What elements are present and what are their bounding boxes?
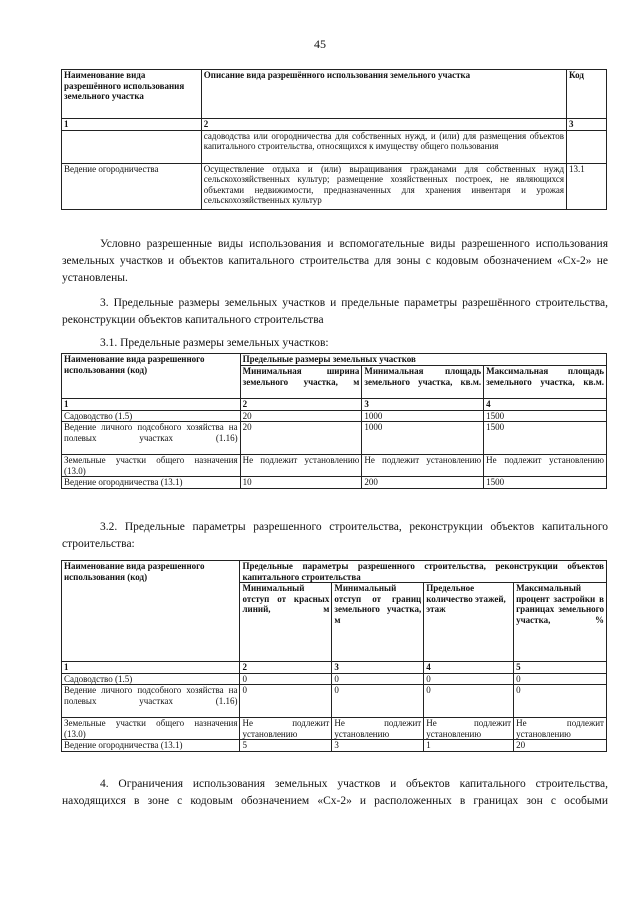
table-row (62, 422, 607, 455)
cell-value: 1500 (484, 477, 607, 489)
cell-value: Не подлежит установлению (240, 455, 362, 477)
header-min-area: Минимальная площадь земельного участка, кв.м. (362, 366, 484, 399)
cell-value: 0 (332, 685, 424, 718)
cell-value: 10 (240, 477, 362, 489)
paragraph-conditional-uses: Условно разрешенные виды использования и вспомогательные виды разрешенного использования земельных участков и объектов капитального строительства для зоны с кодовым обозначением «Сх-2» не установлены. (62, 238, 608, 284)
use-code (567, 130, 607, 163)
col-number: 1 (62, 399, 241, 411)
section-3-heading: 3. Предельные размеры земельных участков и предельные параметры разрешённого строительства, реконструкции объектов капитального строительства (62, 297, 608, 326)
cell-value: 1 (424, 740, 514, 752)
col-number: 3 (362, 399, 484, 411)
cell-value: 1500 (484, 410, 607, 422)
cell-value: 1500 (484, 422, 607, 455)
header-min-setback-boundaries: Минимальный отступ от границ земельного участка, м (332, 583, 424, 662)
cell-value: 20 (240, 422, 362, 455)
use-name (62, 130, 202, 163)
col-number: 2 (240, 662, 332, 674)
use-description: садоводства или огородничества для собственных нужд, и (или) для размещения объектов капитального строительства, относящихся к имуществу общего пользования (201, 130, 566, 163)
cell-value: 1000 (362, 422, 484, 455)
header-plot-sizes: Предельные размеры земельных участков (240, 354, 606, 366)
cell-value: 200 (362, 477, 484, 489)
use-name: Ведение огородничества (62, 163, 202, 209)
header-use-name: Наименование вида разрешенного использования (код) (62, 354, 241, 399)
col-number: 1 (62, 119, 202, 131)
use-name: Земельные участки общего назначения (13.0) (62, 718, 240, 740)
cell-value: 0 (424, 685, 514, 718)
header-use-name: Наименование вида разрешенного использования (код) (62, 561, 240, 662)
col-number: 3 (332, 662, 424, 674)
header-max-area: Максимальная площадь земельного участка, кв.м. (484, 366, 607, 399)
table-row (62, 718, 607, 740)
cell-value: 0 (424, 673, 514, 685)
cell-value: Не подлежит установлению (332, 718, 424, 740)
cell-value: 20 (514, 740, 607, 752)
permitted-use-table (61, 69, 607, 210)
table-row (62, 163, 607, 209)
table-row (62, 130, 607, 163)
section-3-1-heading: 3.1. Предельные размеры земельных участков: (100, 337, 329, 349)
use-name: Ведение огородничества (13.1) (62, 477, 241, 489)
use-description: Осуществление отдыха и (или) выращивания гражданами для собственных нужд сельскохозяйственных культур; размещение хозяйственных построек, не являющихся объектами недвижимости, предназначенных для хранения инвентаря и урожая сельскохозяйственных культур (201, 163, 566, 209)
col-number: 2 (201, 119, 566, 131)
cell-value: 0 (332, 673, 424, 685)
use-name: Садоводство (1.5) (62, 410, 241, 422)
table-row (62, 685, 607, 718)
cell-value: 0 (514, 673, 607, 685)
header-min-width: Минимальная ширина земельного участка, м (240, 366, 362, 399)
header-max-coverage: Максимальный процент застройки в границах земельного участка, % (514, 583, 607, 662)
cell-value: 0 (240, 673, 332, 685)
cell-value: 5 (240, 740, 332, 752)
cell-value: 3 (332, 740, 424, 752)
header-min-setback-red-lines: Минимальный отступ от красных линий, м (240, 583, 332, 662)
col-number: 3 (567, 119, 607, 131)
cell-value: 1000 (362, 410, 484, 422)
header-construction-params: Предельные параметры разрешенного строительства, реконструкции объектов капитального строительства (240, 561, 607, 583)
page-number: 45 (314, 37, 326, 51)
cell-value: Не подлежит установлению (484, 455, 607, 477)
use-code: 13.1 (567, 163, 607, 209)
cell-value: 0 (240, 685, 332, 718)
cell-value: 20 (240, 410, 362, 422)
col-number: 5 (514, 662, 607, 674)
section-4-paragraph: 4. Ограничения использования земельных участков и объектов капитального строительства, находящихся в зоне с кодовым обозначением «Сх-2» и расположенных в границах зон с особыми (62, 778, 608, 807)
cell-value: Не подлежит установлению (362, 455, 484, 477)
col-number: 1 (62, 662, 240, 674)
use-name: Садоводство (1.5) (62, 673, 240, 685)
use-name: Ведение личного подсобного хозяйства на полевых участках (1.16) (62, 685, 240, 718)
header-max-floors: Предельное количество этажей, этаж (424, 583, 514, 662)
col-number: 2 (240, 399, 362, 411)
table-row (62, 740, 607, 752)
construction-params-table (61, 560, 607, 752)
plot-size-table (61, 353, 607, 489)
header-use-description: Описание вида разрешённого использования земельного участка (201, 70, 566, 119)
table-row (62, 477, 607, 489)
cell-value: 0 (514, 685, 607, 718)
use-name: Земельные участки общего назначения (13.0) (62, 455, 241, 477)
header-use-name: Наименование вида разрешённого использования земельного участка (62, 70, 202, 119)
use-name: Ведение огородничества (13.1) (62, 740, 240, 752)
table-row (62, 410, 607, 422)
cell-value: Не подлежит установлению (514, 718, 607, 740)
col-number: 4 (424, 662, 514, 674)
table-row (62, 455, 607, 477)
cell-value: Не подлежит установлению (424, 718, 514, 740)
use-name: Ведение личного подсобного хозяйства на полевых участках (1.16) (62, 422, 241, 455)
section-3-2-heading: 3.2. Предельные параметры разрешенного строительства, реконструкции объектов капитального строительства: (62, 521, 608, 550)
cell-value: Не подлежит установлению (240, 718, 332, 740)
col-number: 4 (484, 399, 607, 411)
header-code: Код (567, 70, 607, 119)
table-row (62, 673, 607, 685)
